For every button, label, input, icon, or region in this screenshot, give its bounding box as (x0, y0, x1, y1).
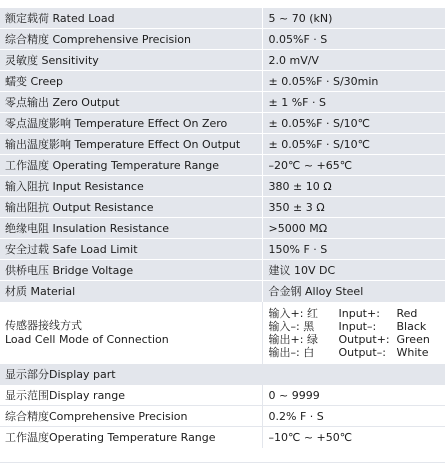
display-section-header (0, 364, 445, 385)
spec-row-insulation-resistance (0, 218, 445, 239)
connection-label (0, 302, 262, 364)
display-row-precision (0, 406, 445, 427)
spec-label: 蠕变 Creep (0, 71, 262, 92)
wire-row (269, 320, 437, 333)
wire-cn (269, 307, 339, 320)
spec-value: 150% F · S (262, 239, 445, 260)
spec-value: –20℃ ~ +65℃ (262, 155, 445, 176)
connection-label-en: Load Cell Mode of Connection (5, 332, 169, 346)
spec-label: 零点输出 Zero Output (0, 92, 262, 113)
spec-row-material (0, 281, 445, 302)
wire-terminal-cn: 输出+: (268, 332, 304, 346)
spec-label: 材质 Material (0, 281, 262, 302)
wire-terminal-en: Output–: (338, 345, 386, 359)
wire-color-cn: 绿 (306, 332, 318, 346)
display-value: 0 ~ 9999 (262, 385, 445, 406)
wire-terminal-cn: 输入–: (268, 319, 300, 333)
wire-row (269, 333, 437, 346)
spec-row-comprehensive-precision (0, 29, 445, 50)
spec-value: >5000 MΩ (262, 218, 445, 239)
spec-value: 0.05%F · S (262, 29, 445, 50)
spec-row-temperature-effect-output (0, 134, 445, 155)
spec-row-input-resistance (0, 176, 445, 197)
display-value: 0.2% F · S (262, 406, 445, 427)
spec-row-creep (0, 71, 445, 92)
display-value: –10℃ ~ +50℃ (262, 427, 445, 448)
display-label: 显示范围Display range (0, 385, 262, 406)
wire-row (269, 346, 437, 359)
spec-value: ± 0.05%F · S/30min (262, 71, 445, 92)
connection-wiring (262, 302, 445, 364)
spec-row-bridge-voltage (0, 260, 445, 281)
spec-value: 5 ~ 70 (kN) (262, 8, 445, 29)
spec-label: 零点温度影响 Temperature Effect On Zero (0, 113, 262, 134)
table-bottom-rule (0, 462, 445, 463)
spec-row-safe-load-limit (0, 239, 445, 260)
wire-terminal-en: Output+: (338, 332, 390, 346)
spec-row-output-resistance (0, 197, 445, 218)
display-row-range (0, 385, 445, 406)
display-label: 综合精度Comprehensive Precision (0, 406, 262, 427)
wire-row (269, 307, 437, 320)
wire-color-cn: 黑 (303, 319, 315, 333)
spec-value: ± 1 %F · S (262, 92, 445, 113)
spec-table (0, 7, 445, 448)
spec-label: 灵敏度 Sensitivity (0, 50, 262, 71)
spec-label: 输出温度影响 Temperature Effect On Output (0, 134, 262, 155)
wire-color-en: Black (396, 319, 427, 333)
spec-row-temperature-effect-zero (0, 113, 445, 134)
spec-row-operating-temperature (0, 155, 445, 176)
spec-row-sensitivity (0, 50, 445, 71)
spec-value: 合金钢 Alloy Steel (262, 281, 445, 302)
wiring-table (269, 307, 437, 359)
spec-row-connection (0, 302, 445, 364)
wire-terminal-en: Input+: (338, 306, 380, 320)
connection-label-cn: 传感器接线方式 (5, 318, 82, 332)
display-label: 工作温度Operating Temperature Range (0, 427, 262, 448)
spec-label: 绝缘电阻 Insulation Resistance (0, 218, 262, 239)
wire-color-en: Green (396, 332, 430, 346)
spec-label: 供桥电压 Bridge Voltage (0, 260, 262, 281)
spec-value: 2.0 mV/V (262, 50, 445, 71)
wire-terminal-cn: 输出–: (268, 345, 300, 359)
spec-value: 380 ± 10 Ω (262, 176, 445, 197)
spec-row-zero-output (0, 92, 445, 113)
wire-terminal-cn: 输入+: (268, 306, 304, 320)
wire-cn (269, 320, 339, 333)
wire-color-cn: 白 (303, 345, 315, 359)
spec-value: 350 ± 3 Ω (262, 197, 445, 218)
spec-label: 综合精度 Comprehensive Precision (0, 29, 262, 50)
spec-label: 输入阻抗 Input Resistance (0, 176, 262, 197)
spec-label: 额定载荷 Rated Load (0, 8, 262, 29)
spec-label: 输出阻抗 Output Resistance (0, 197, 262, 218)
wire-color-en: Red (396, 306, 418, 320)
wire-color-cn: 红 (306, 306, 318, 320)
spec-value: 建议 10V DC (262, 260, 445, 281)
display-section-title: 显示部分Display part (0, 364, 445, 385)
wire-cn (269, 333, 339, 346)
spec-label: 工作温度 Operating Temperature Range (0, 155, 262, 176)
wire-cn (269, 346, 339, 359)
wire-terminal-en: Input–: (338, 319, 377, 333)
display-row-temperature (0, 427, 445, 448)
spec-row-rated-load (0, 8, 445, 29)
spec-label: 安全过载 Safe Load Limit (0, 239, 262, 260)
spec-value: ± 0.05%F · S/10℃ (262, 113, 445, 134)
wire-color-en: White (396, 345, 429, 359)
spec-value: ± 0.05%F · S/10℃ (262, 134, 445, 155)
